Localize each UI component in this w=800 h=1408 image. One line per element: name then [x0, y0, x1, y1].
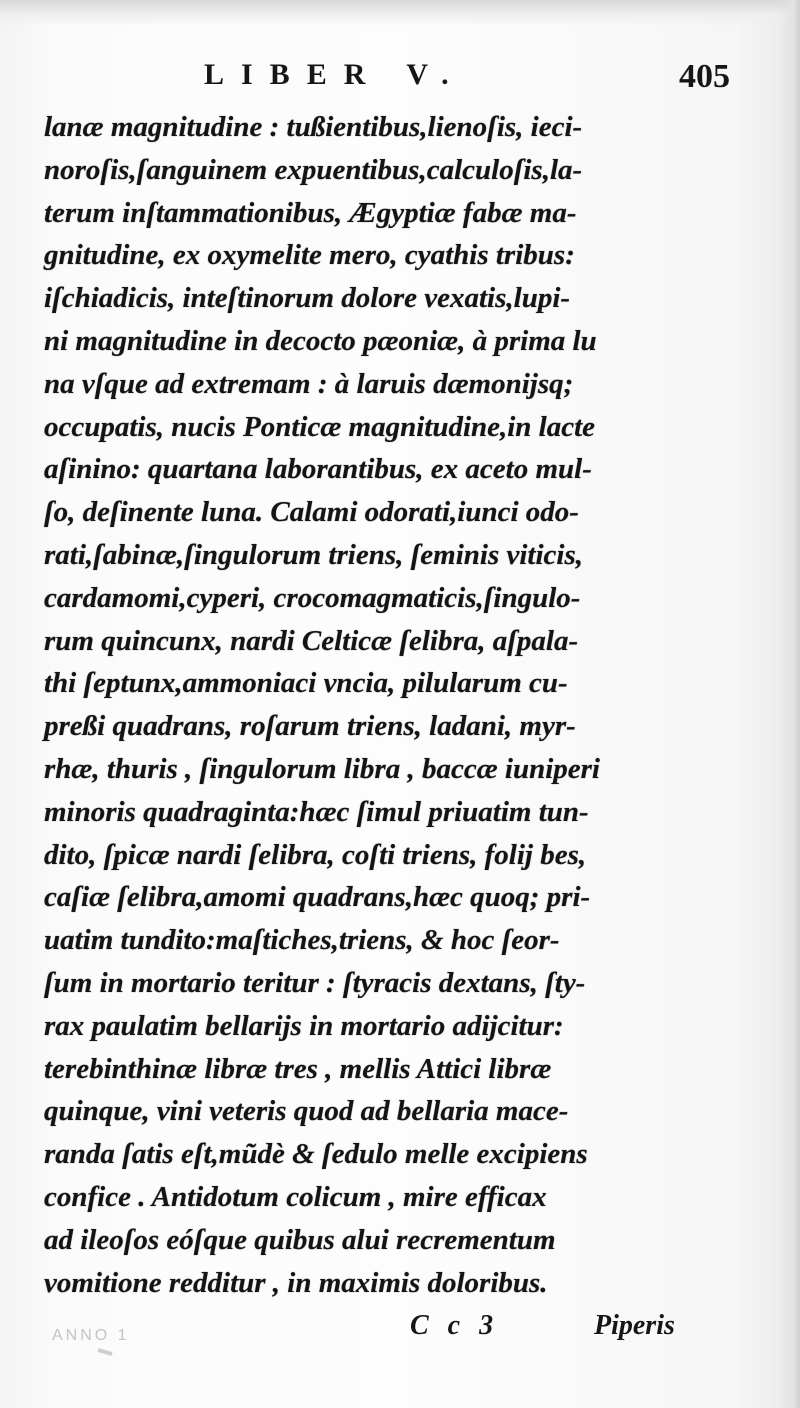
catchword: Piperis: [594, 1310, 675, 1341]
text-line: lanæ magnitudine : tußientibus,lienoſis, ieci-: [44, 111, 583, 143]
text-line: gnitudine, ex oxymelite mero, cyathis tribus:: [44, 239, 575, 272]
text-line: dito, ſpicæ nardi ſelibra, coſti triens, folij bes,: [44, 838, 587, 871]
text-line: vomitione redditur , in maximis doloribus.: [44, 1266, 548, 1299]
text-line: uatim tundito:maſtiches,triens, & hoc ſeor-: [44, 924, 560, 957]
text-line: rum quincunx, nardi Celticæ ſelibra, aſpala-: [44, 624, 579, 657]
text-line: caſiæ ſelibra,amomi quadrans,hæc quoq; pri-: [44, 881, 591, 914]
text-line: iſchiadicis, inteſtinorum dolore vexatis,lupi-: [44, 282, 571, 315]
text-line: occupatis, nucis Ponticæ magnitudine,in lacte: [44, 410, 596, 443]
text-line: rax paulatim bellarijs in mortario adijcitur:: [44, 1009, 564, 1042]
text-line: quinque, vini veteris quod ad bellaria mace-: [44, 1095, 569, 1128]
text-line: aſinino: quartana laborantibus, ex aceto mul-: [44, 453, 592, 486]
text-line: rati,ſabinæ,ſingulorum triens, ſeminis viticis,: [44, 538, 583, 571]
body-text: [44, 106, 700, 1304]
text-line: confice . Antidotum colicum , mire efficax: [44, 1180, 547, 1213]
text-line: terum inſtammationibus, Ægyptiæ fabæ ma-: [44, 196, 577, 229]
running-title: LIBER V.: [204, 58, 466, 91]
text-line: ſo, deſinente luna. Calami odorati,iunci odo-: [44, 496, 579, 529]
text-line: minoris quadraginta:hæc ſimul priuatim tun-: [44, 795, 589, 828]
signature-mark: C c 3: [410, 1310, 500, 1341]
text-line: na vſque ad extremam : à laruis dæmonijsq;: [44, 367, 574, 400]
text-line: randa ſatis eſt,mũdè & ſedulo melle excipiens: [44, 1138, 588, 1171]
svg-text:ANNO 1: ANNO 1: [52, 1327, 130, 1344]
running-head: [44, 58, 730, 102]
text-line: ad ileoſos eóſque quibus alui recrementum: [44, 1223, 556, 1256]
text-line: cardamomi,cyperi, crocomagmaticis,ſingulo-: [44, 581, 581, 614]
text-line: rhæ, thuris , ſingulorum libra , baccæ iuniperi: [44, 752, 600, 785]
text-line: noroſis,ſanguinem expuentibus,calculoſis,la-: [44, 153, 583, 186]
text-line: ni magnitudine in decocto pæoniæ, à prima lu: [44, 324, 597, 357]
page-number: 405: [679, 58, 730, 95]
library-stamp: [48, 1318, 146, 1360]
text-line: thi ſeptunx,ammoniaci vncia, pilularum cu-: [44, 667, 568, 700]
text-line: ſum in mortario teritur : ſtyracis dextans, ſty-: [44, 966, 586, 999]
text-line: terebinthinæ libræ tres , mellis Attici libræ: [44, 1052, 552, 1085]
text-line: preßi quadrans, roſarum triens, ladani, myr-: [44, 710, 576, 743]
